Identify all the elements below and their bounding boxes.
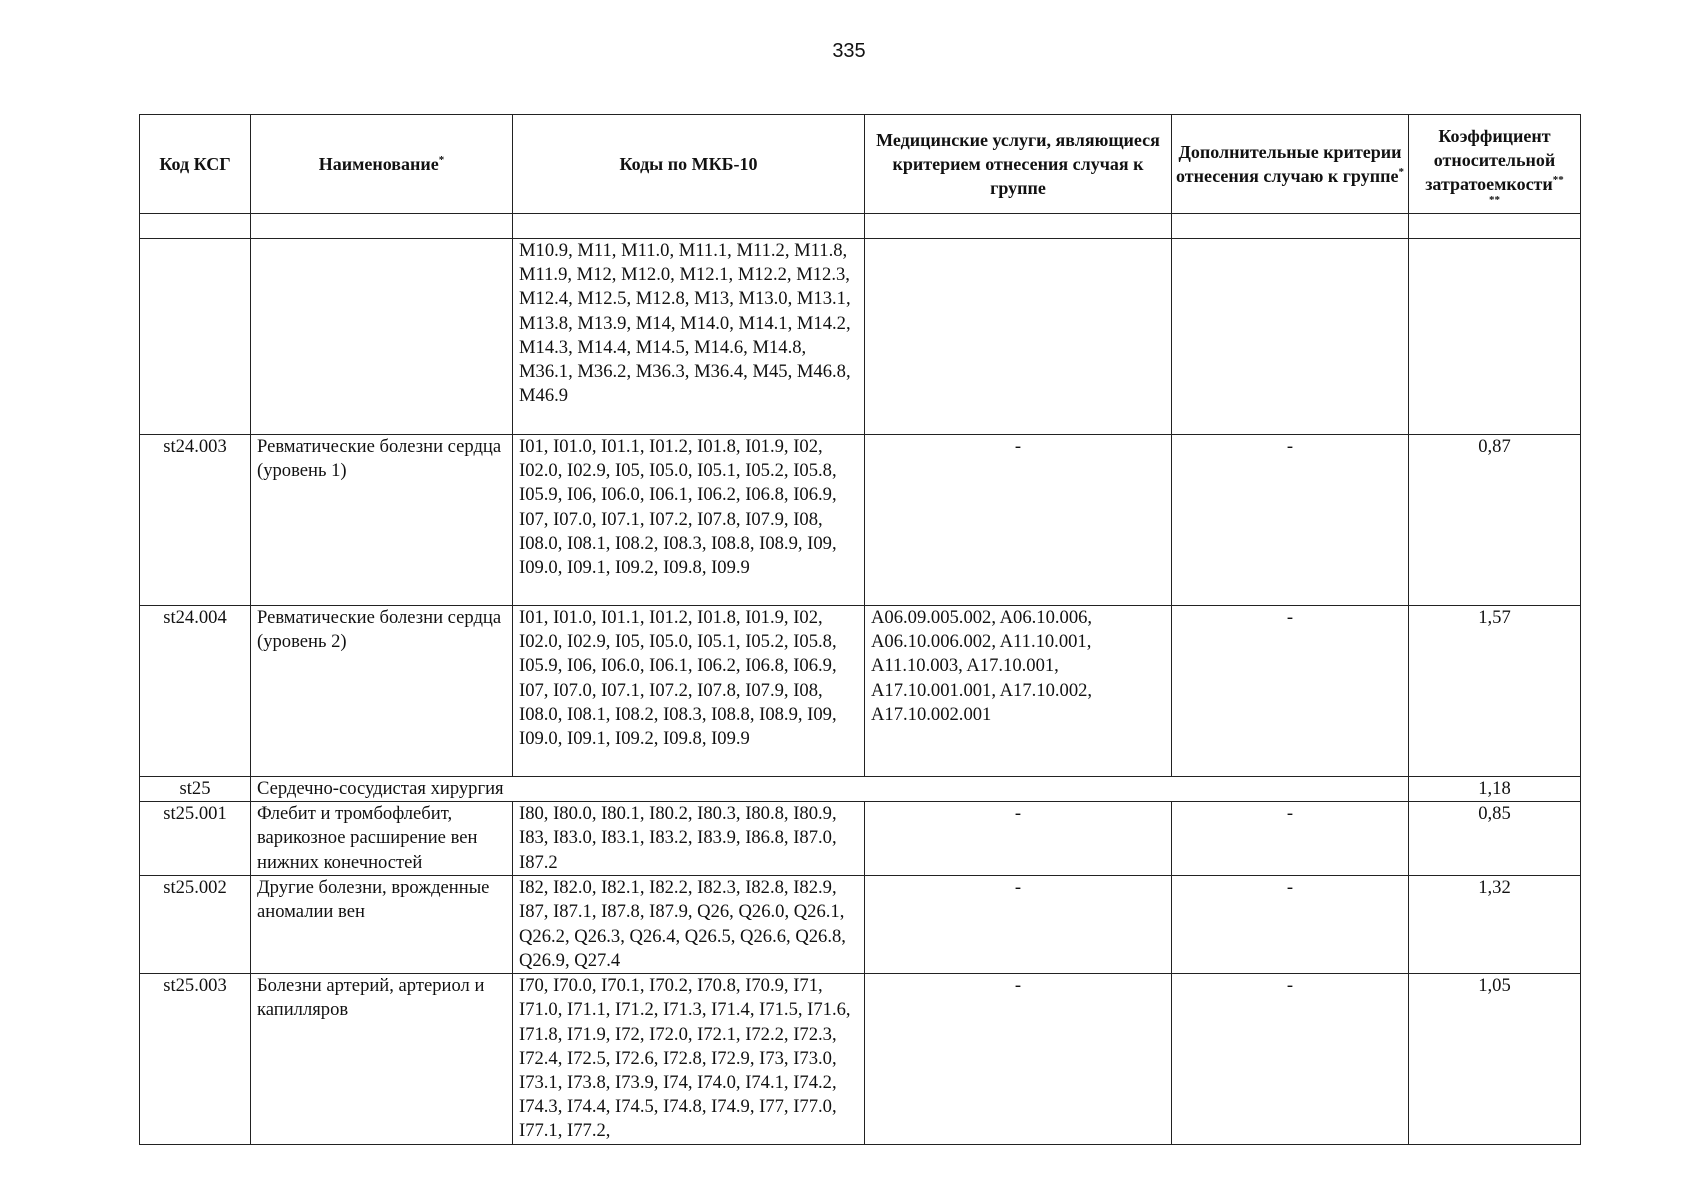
icd-codes: I01, I01.0, I01.1, I01.2, I01.8, I01.9, I02, I02.0, I02.9, I05, I05.0, I05.1, I05.2, I05.8, I05.9, I06, I06.0, I06.1, I06.2, I06.8, I06.9, I07, I07.0, I07.1, I07.2, I07.8, I07.9, I08, I08.0, I08.1, I08.2, I08.3, I08.8, I08.9, I09, I09.0, I09.1, I09.2, I09.8, I09.9: [513, 606, 865, 777]
coefficient: 0,85: [1409, 802, 1581, 876]
table-row: [140, 802, 1581, 876]
coefficient: [1409, 239, 1581, 435]
footnote-mark: **: [1552, 174, 1564, 186]
table-row: [140, 606, 1581, 777]
footnote-mark: *: [1398, 166, 1404, 178]
ksg-code: st24.004: [140, 606, 251, 777]
page-number: 335: [832, 40, 866, 62]
coefficient: 1,18: [1409, 777, 1581, 802]
extra-criteria: [1172, 239, 1409, 435]
services: -: [865, 974, 1172, 1145]
table-row: [140, 876, 1581, 974]
coefficient: 0,87: [1409, 435, 1581, 606]
ksg-table: [139, 114, 1581, 1145]
group-row: [140, 777, 1581, 802]
coefficient: 1,05: [1409, 974, 1581, 1145]
ksg-code: st25.003: [140, 974, 251, 1145]
icd-codes: I80, I80.0, I80.1, I80.2, I80.3, I80.8, I80.9, I83, I83.0, I83.1, I83.2, I83.9, I86.8, I87.0, I87.2: [513, 802, 865, 876]
ksg-name: Флебит и тромбофлебит, варикозное расширение вен нижних конечностей: [251, 802, 513, 876]
table-row: [140, 435, 1581, 606]
group-name: Сердечно-сосудистая хирургия: [251, 777, 1409, 802]
header-extra: Дополнительные критерии отнесения случаю к группе*: [1172, 115, 1409, 214]
extra-criteria: -: [1172, 802, 1409, 876]
services: -: [865, 876, 1172, 974]
header-services: Медицинские услуги, являющиеся критерием отнесения случая к группе: [865, 115, 1172, 214]
ksg-name: Другие болезни, врожденные аномалии вен: [251, 876, 513, 974]
services: -: [865, 802, 1172, 876]
header-icd: Коды по МКБ-10: [513, 115, 865, 214]
ksg-name: Болезни артерий, артериол и капилляров: [251, 974, 513, 1145]
table-row: [140, 239, 1581, 435]
table-body: [140, 214, 1581, 1145]
services: -: [865, 435, 1172, 606]
coefficient: 1,57: [1409, 606, 1581, 777]
icd-codes: I01, I01.0, I01.1, I01.2, I01.8, I01.9, I02, I02.0, I02.9, I05, I05.0, I05.1, I05.2, I05.8, I05.9, I06, I06.0, I06.1, I06.2, I06.8, I06.9, I07, I07.0, I07.1, I07.2, I07.8, I07.9, I08, I08.0, I08.1, I08.2, I08.3, I08.8, I08.9, I09, I09.0, I09.1, I09.2, I09.8, I09.9: [513, 435, 865, 606]
services: A06.09.005.002, A06.10.006, A06.10.006.002, A11.10.001, A11.10.003, A17.10.001, A17.10.001.001, A17.10.002, A17.10.002.001: [865, 606, 1172, 777]
spacer-row: [140, 214, 1581, 239]
table-row: [140, 974, 1581, 1145]
ksg-code: st24.003: [140, 435, 251, 606]
extra-criteria: -: [1172, 606, 1409, 777]
ksg-name: [251, 239, 513, 435]
ksg-code: [140, 239, 251, 435]
table-header: [140, 115, 1581, 214]
extra-criteria: -: [1172, 974, 1409, 1145]
services: [865, 239, 1172, 435]
header-coef: Коэффициент относительной затратоемкости** **: [1409, 115, 1581, 214]
icd-codes: M10.9, M11, M11.0, M11.1, M11.2, M11.8, M11.9, M12, M12.0, M12.1, M12.2, M12.3, M12.4, M12.5, M12.8, M13, M13.0, M13.1, M13.8, M13.9, M14, M14.0, M14.1, M14.2, M14.3, M14.4, M14.5, M14.6, M14.8, M36.1, M36.2, M36.3, M36.4, M45, M46.8, M46.9: [513, 239, 865, 435]
header-name: Наименование*: [251, 115, 513, 214]
ksg-name: Ревматические болезни сердца (уровень 2): [251, 606, 513, 777]
header-code: Код КСГ: [140, 115, 251, 214]
extra-criteria: -: [1172, 435, 1409, 606]
extra-criteria: -: [1172, 876, 1409, 974]
ksg-code: st25: [140, 777, 251, 802]
ksg-name: Ревматические болезни сердца (уровень 1): [251, 435, 513, 606]
footnote-mark: *: [438, 154, 445, 166]
icd-codes: I70, I70.0, I70.1, I70.2, I70.8, I70.9, I71, I71.0, I71.1, I71.2, I71.3, I71.4, I71.5, I71.6, I71.8, I71.9, I72, I72.0, I72.1, I72.2, I72.3, I72.4, I72.5, I72.6, I72.8, I72.9, I73, I73.0, I73.1, I73.8, I73.9, I74, I74.0, I74.1, I74.2, I74.3, I74.4, I74.5, I74.8, I74.9, I77, I77.0, I77.1, I77.2,: [513, 974, 865, 1145]
ksg-code: st25.002: [140, 876, 251, 974]
icd-codes: I82, I82.0, I82.1, I82.2, I82.3, I82.8, I82.9, I87, I87.1, I87.8, I87.9, Q26, Q26.0, Q26.1, Q26.2, Q26.3, Q26.4, Q26.5, Q26.6, Q26.8, Q26.9, Q27.4: [513, 876, 865, 974]
footnote-mark: **: [1489, 194, 1500, 206]
coefficient: 1,32: [1409, 876, 1581, 974]
ksg-code: st25.001: [140, 802, 251, 876]
